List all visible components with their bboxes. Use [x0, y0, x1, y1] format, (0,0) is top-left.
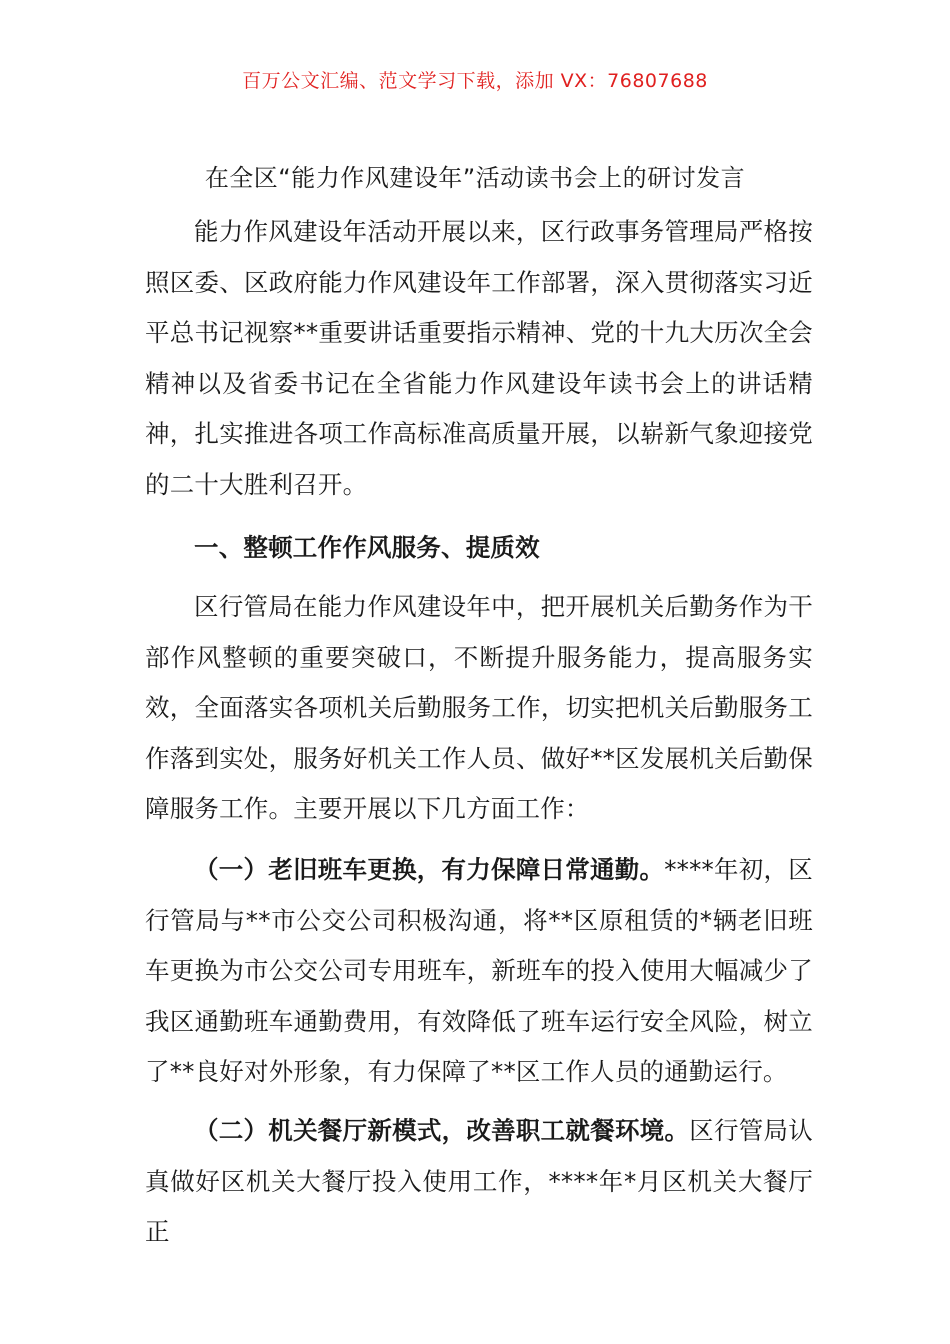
section-1-heading: 一、整顿工作作风服务、提质效 [194, 533, 540, 562]
item-1-text: ****年初，区行管局与**市公交公司积极沟通，将**区原租赁的*辆老旧班车更换为市公交公司专用班车，新班车的投入使用大幅减少了我区通勤班车通勤费用，有效降低了班车运行安全风险，树立了**良好对外形象，有力保障了**区工作人员的通勤运行。 [145, 855, 813, 1086]
item-2-heading: （二）机关餐厅新模式，改善职工就餐环境。 [194, 1116, 690, 1145]
header-banner: 百万公文汇编、范文学习下载，添加 VX：76807688 [242, 70, 708, 92]
intro-paragraph: 能力作风建设年活动开展以来，区行政事务管理局严格按照区委、区政府能力作风建设年工作部署，深入贯彻落实习近平总书记视察**重要讲话重要指示精神、党的十九大历次全会精神以及省委书记在全省能力作风建设年读书会上的讲话精神，扎实推进各项工作高标准高质量开展，以崭新气象迎接党的二十大胜利召开。 [145, 217, 813, 499]
item-1-paragraph [145, 845, 813, 1098]
document-title: 在全区“能力作风建设年”活动读书会上的研讨发言 [204, 164, 746, 192]
item-1-heading: （一）老旧班车更换，有力保障日常通勤。 [194, 855, 665, 884]
section-1-paragraph: 区行管局在能力作风建设年中，把开展机关后勤务作为干部作风整顿的重要突破口，不断提升服务能力，提高服务实效，全面落实各项机关后勤服务工作，切实把机关后勤服务工作落到实处，服务好机关工作人员、做好**区发展机关后勤保障服务工作。主要开展以下几方面工作： [145, 592, 813, 823]
item-2-text: 区行管局认真做好区机关大餐厅投入使用工作，****年*月区机关大餐厅正 [145, 1116, 813, 1246]
item-2-paragraph [145, 1106, 813, 1258]
